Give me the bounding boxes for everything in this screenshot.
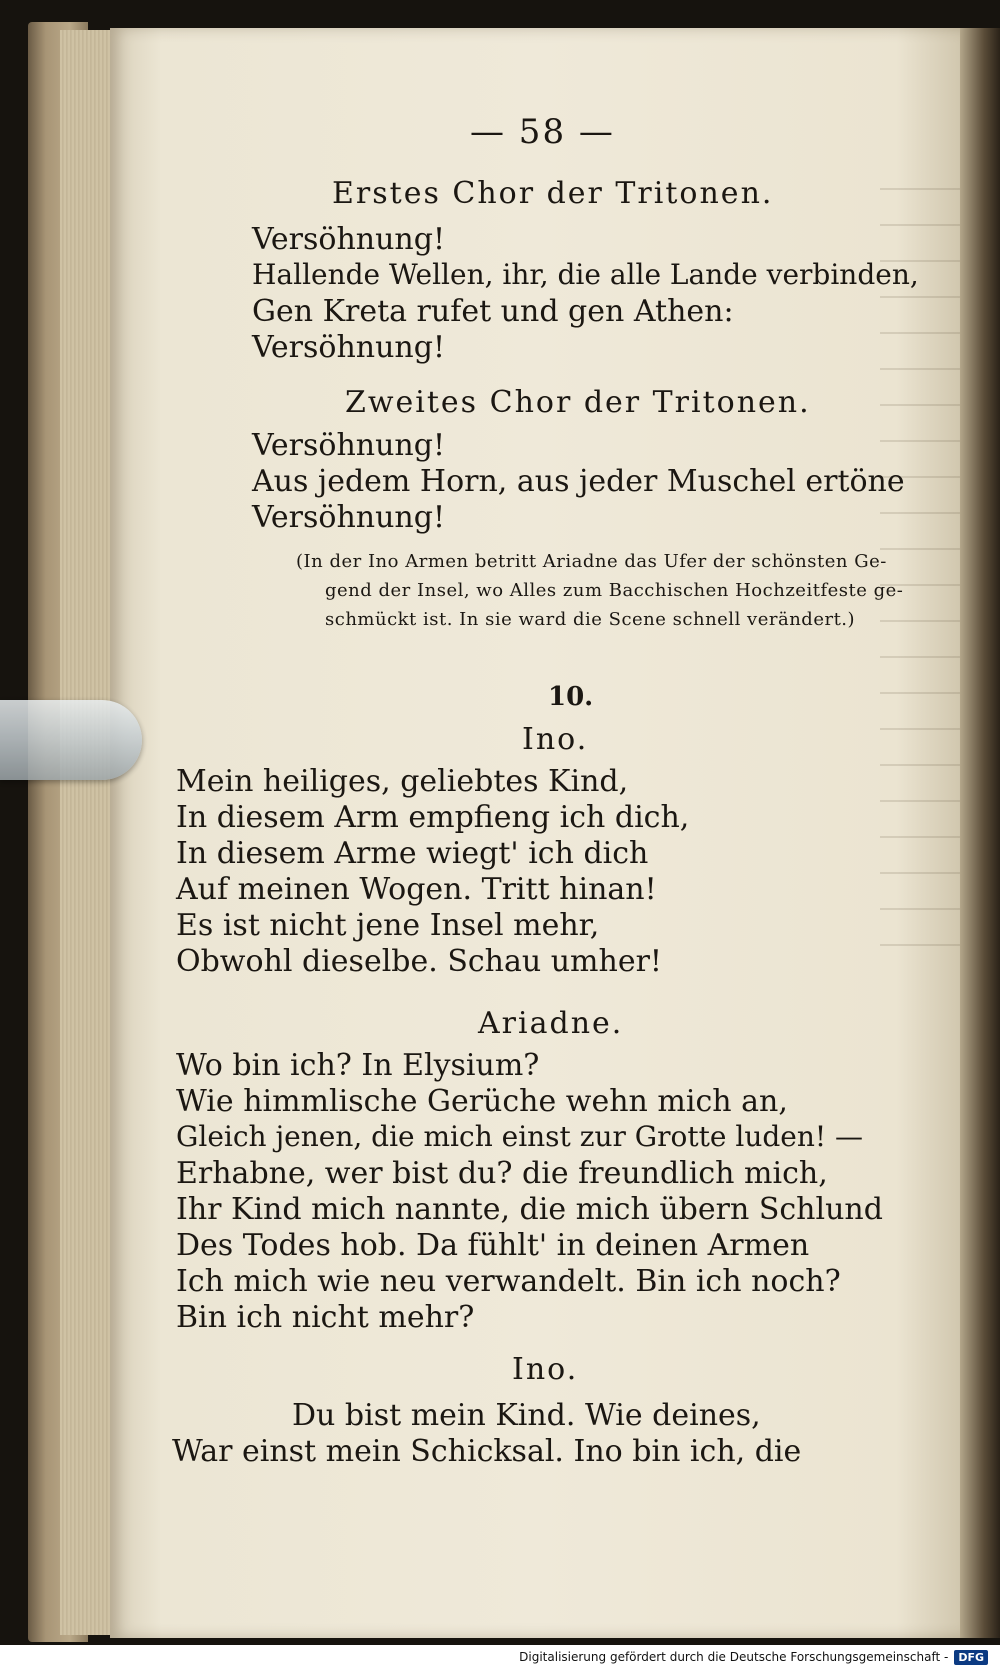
verse-line: Mein heiliges, geliebtes Kind, xyxy=(176,764,629,799)
verse-line: In diesem Arm empfieng ich dich, xyxy=(176,800,690,835)
page-clip xyxy=(0,700,142,780)
verse-line: Des Todes hob. Da fühlt' in deinen Armen xyxy=(176,1228,810,1263)
verse-line: Es ist nicht jene Insel mehr, xyxy=(176,908,600,943)
verse-line: Wie himmlische Gerüche wehn mich an, xyxy=(176,1084,788,1119)
verse-line: Auf meinen Wogen. Tritt hinan! xyxy=(176,872,657,907)
verse-line: Versöhnung! xyxy=(252,500,446,535)
verse-line: Wo bin ich? In Elysium? xyxy=(176,1048,540,1083)
verse-line: Ihr Kind mich nannte, die mich übern Schlund xyxy=(176,1192,883,1227)
heading-erstes-chor: Erstes Chor der Tritonen. xyxy=(332,176,774,211)
dfg-logo: DFG xyxy=(954,1650,988,1665)
verse-line: Aus jedem Horn, aus jeder Muschel ertöne xyxy=(252,464,905,499)
page-number: — 58 — xyxy=(470,112,615,152)
verse-line: Bin ich nicht mehr? xyxy=(176,1300,475,1335)
scene-number: 10. xyxy=(548,682,594,712)
speaker-ariadne: Ariadne. xyxy=(478,1006,624,1041)
footer-credit: Digitalisierung gefördert durch die Deutsche Forschungsgemeinschaft - xyxy=(519,1650,949,1664)
verse-line: War einst mein Schicksal. Ino bin ich, die xyxy=(172,1434,802,1469)
verse-line: Ich mich wie neu verwandelt. Bin ich noch? xyxy=(176,1264,841,1299)
footer-bar xyxy=(0,1645,1000,1669)
verse-line: Versöhnung! xyxy=(252,428,446,463)
verse-line: Obwohl dieselbe. Schau umher! xyxy=(176,944,662,979)
speaker-ino: Ino. xyxy=(522,722,589,757)
verse-line: Versöhnung! xyxy=(252,222,446,257)
verse-line: In diesem Arme wiegt' ich dich xyxy=(176,836,649,871)
verse-line: Gleich jenen, die mich einst zur Grotte luden! — xyxy=(176,1120,864,1153)
stage-direction-line: schmückt ist. In sie ward die Scene schnell verändert.) xyxy=(325,609,856,630)
stage-direction-line: (In der Ino Armen betritt Ariadne das Ufer der schönsten Ge- xyxy=(296,551,887,572)
verse-line: Du bist mein Kind. Wie deines, xyxy=(292,1398,761,1433)
verse-line: Gen Kreta rufet und gen Athen: xyxy=(252,294,734,329)
page-shadow xyxy=(960,28,1000,1638)
heading-zweites-chor: Zweites Chor der Tritonen. xyxy=(345,385,811,420)
verse-line: Versöhnung! xyxy=(252,330,446,365)
speaker-ino-2: Ino. xyxy=(512,1352,579,1387)
verse-line: Erhabne, wer bist du? die freundlich mich, xyxy=(176,1156,828,1191)
verse-line: Hallende Wellen, ihr, die alle Lande verbinden, xyxy=(252,258,919,291)
stage-direction-line: gend der Insel, wo Alles zum Bacchischen Hochzeitfeste ge- xyxy=(325,580,904,601)
